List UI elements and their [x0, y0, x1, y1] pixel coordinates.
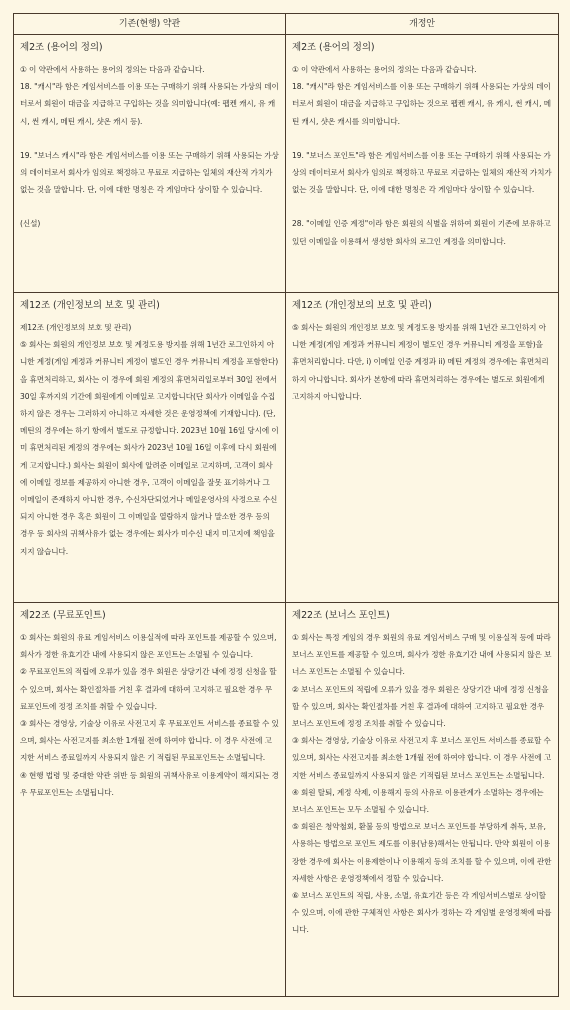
clause-text: 19. "보너스 포인트"라 함은 게임서비스를 이용 또는 구매하기 위해 사용되는 가상의 데이터로서 회사가 임의로 책정하고 무료로 지급하는 일체의 재산적 가치가 없는 것을 말합니다. 단, 이에 대한 명칭은 각 게임마다 상이할 수 있습니다. — [292, 150, 552, 195]
table-header-row — [14, 14, 559, 35]
clause-text: ② 보너스 포인트의 적립에 오류가 있을 경우 회원은 상당기간 내에 정정 신청을 할 수 있으며, 회사는 확인절차를 거친 후 결과에 대하여 고지하고 필요한 경우 보너스 포인트에 정정 조치를 취할 수 있습니다. — [292, 684, 549, 729]
clause-text: ⑤ 회원은 청약철회, 환불 등의 방법으로 보너스 포인트를 부당하게 취득, 보유, 사용하는 방법으로 포인트 제도를 이용(남용)해서는 안됩니다. 만약 회원이 이용장한 경우에 회사는 이용제한이나 이용해지 등의 조치를 할 수 있으며, 이에 관한 자세한 사항은 운영정책에서 정할 수 있습니다. — [292, 822, 552, 883]
clause-text: 18. "캐시"라 함은 게임서비스를 이용 또는 구매하기 위해 사용되는 가상의 데이터로서 회원이 대금을 지급하고 구입하는 것으로 펩켄 캐시, 유 캐시, 썬 캐시, 메틴 캐시, 샷온 캐시를 의미합니다. — [292, 82, 552, 126]
spacer — [20, 198, 279, 215]
section-title: 제2조 (용어의 정의) — [292, 42, 375, 53]
clause-text: ② 무료포인트의 적립에 오류가 있을 경우 회원은 상당기간 내에 정정 신청을 할 수 있으며, 회사는 확인절차를 거친 후 결과에 대하여 고지하고 필요한 경우 무료포인트에 정정 조치를 취할 수 있습니다. — [20, 667, 277, 711]
spacer — [292, 198, 552, 215]
clause-text: (신설) — [20, 219, 41, 229]
table-row — [14, 603, 559, 997]
clause-text: ① 이 약관에서 사용하는 용어의 정의는 다음과 같습니다. — [20, 65, 205, 74]
clause-text: 19. "보너스 캐시"라 함은 게임서비스를 이용 또는 구매하기 위해 사용되는 가상의 데이터로서 회사가 임의로 책정하고 무료로 지급하는 일체의 재산적 가치가 없는 것을 말합니다. 단, 이에 대한 명칭은 각 게임마다 상이할 수 있습니다. — [20, 150, 279, 195]
section-title: 제12조 (개인정보의 보호 및 관리) — [20, 300, 160, 311]
clause-text: ③ 회사는 경영상, 기술상 이유로 사전고지 후 무료포인트 서비스를 종료할 수 있으며, 회사는 사전고지를 최소한 1개월 전에 하여야 합니다. 이 경우 사전에 고지한 서비스 종료일까지 사용되지 않은 기 적립된 무료포인트는 소멸됩니다. — [20, 719, 279, 763]
clause-text: ⑥ 보너스 포인트의 적립, 사용, 소멸, 유효기간 등은 각 게임서비스별로 상이할 수 있으며, 이에 관한 구체적인 사항은 회사가 정하는 각 게임별 운영정책에 따릅니다. — [292, 891, 552, 935]
spacer — [292, 130, 552, 147]
clause-text: ① 이 약관에서 사용하는 용어의 정의는 다음과 같습니다. — [292, 65, 477, 74]
clause-text: ⑤ 회사는 회원의 개인정보 보호 및 계정도용 방지를 위해 1년간 로그인하지 아니한 계정(게임 계정과 커뮤니티 계정이 별도인 경우 커뮤니티 계정을 포함)을 휴면처리합니다. 다만, i) 이메일 인증 계정과 ii) 메틴 계정의 경우에는 휴면처리 하지 아니합니다. 회사가 본항에 따라 휴면처리하는 경우에는 별도로 회원에게 고지하지 아니합니다. — [292, 323, 549, 401]
spacer — [20, 130, 279, 147]
section-title: 제22조 (보너스 포인트) — [292, 610, 390, 621]
section-title: 제2조 (용어의 정의) — [20, 42, 103, 53]
terms-comparison — [13, 13, 558, 997]
new-article-12-cell — [286, 293, 559, 603]
header-old-terms: 기존(현행) 약관 — [14, 14, 286, 35]
old-article-2-cell — [14, 35, 286, 293]
clause-text: ① 회사는 특정 게임의 경우 회원의 유료 게임서비스 구매 및 이용실적 등에 따라 보너스 포인트를 제공할 수 있으며, 회사가 정한 유효기간 내에 사용되지 않은 보너스 포인트는 소멸될 수 있습니다. — [292, 633, 552, 677]
table-row — [14, 293, 559, 603]
clause-text: ③ 회사는 경영상, 기술상 이유로 사전고지 후 보너스 포인트 서비스를 종료할 수 있으며, 회사는 사전고지를 최소한 1개월 전에 하여야 합니다. 이 경우 사전에 고지한 서비스 종료일까지 사용되지 않은 기적립된 보너스 포인트는 소멸됩니다. — [292, 736, 552, 780]
clause-text: 18. "캐시"라 함은 게임서비스를 이용 또는 구매하기 위해 사용되는 가상의 데이터로서 회원이 대금을 지급하고 구입하는 것을 의미합니다(예: 펩켄 캐시, 유 캐시, 썬 캐시, 메틴 캐시, 샷온 캐시 등). — [20, 82, 279, 126]
old-article-12-cell — [14, 293, 286, 603]
clause-text: ④ 회원 탈퇴, 계정 삭제, 이용해지 등의 사유로 이용관계가 소멸하는 경우에는 보너스 포인트는 모두 소멸될 수 있습니다. — [292, 787, 544, 815]
comparison-table — [13, 13, 559, 997]
new-article-2-cell — [286, 35, 559, 293]
table-row — [14, 35, 559, 293]
section-title: 제12조 (개인정보의 보호 및 관리) — [292, 300, 432, 311]
clause-text: 제12조 (개인정보의 보호 및 관리) — [20, 323, 132, 332]
new-article-22-cell — [286, 603, 559, 997]
clause-text: ① 회사는 회원의 유료 게임서비스 이용실적에 따라 포인트를 제공할 수 있으며, 회사가 정한 유효기간 내에 사용되지 않은 포인트는 소멸될 수 있습니다. — [20, 633, 277, 660]
header-new-terms: 개정안 — [286, 14, 559, 35]
section-title: 제22조 (무료포인트) — [20, 610, 106, 621]
clause-text: ⑤ 회사는 회원의 개인정보 보호 및 계정도용 방지를 위해 1년간 로그인하지 아니한 계정(게임 계정과 커뮤니티 계정이 별도인 경우 커뮤니티 계정을 포함한다)을 휴면처리하고, 회사는 이 경우에 회원 계정의 휴면처리일로부터 30일 전에서 30일 후까지의 기간에 회원에게 이메일로 고지합니다(단 회사가 이메일을 수집하지 않은 경우는 그러하지 아니하고 자세한 것은 운영정책에 기재합니다). (단, 메틴의 경우에는 하기 항에서 별도로 규정합니다. 2023년 10월 16일 당시에 이미 휴면처리된 계정의 경우에는 회사가 2023년 10월 16일 이후에 다시 회원에게 고지합니다.) 회사는 회원이 회사에 알려준 이메일로 고지하며, 고객이 회사에 이메일 정보를 제공하지 아니한 경우, 고객이 이메일을 잘못 표기하거나 그 이메일이 존재하지 아니한 경우, 수신차단되었거나 메일운영사의 사정으로 수신되지 아니한 경우 혹은 회원이 그 이메일을 열람하지 않거나 말소한 경우 등의 경우 등 회사의 귀책사유가 없는 경우에는 회사가 미수신 내지 미고지에 책임을 지지 않습니다. — [20, 340, 279, 556]
old-article-22-cell — [14, 603, 286, 997]
clause-text: 28. "이메일 인증 계정"이라 함은 회원의 식별을 위하여 회원이 기존에 보유하고 있던 이메일을 이용해서 생성한 회사의 로그인 계정을 의미합니다. — [292, 219, 551, 246]
clause-text: ④ 현행 법령 및 중대한 약관 위반 등 회원의 귀책사유로 이용계약이 해지되는 경우 무료포인트는 소멸됩니다. — [20, 770, 279, 797]
